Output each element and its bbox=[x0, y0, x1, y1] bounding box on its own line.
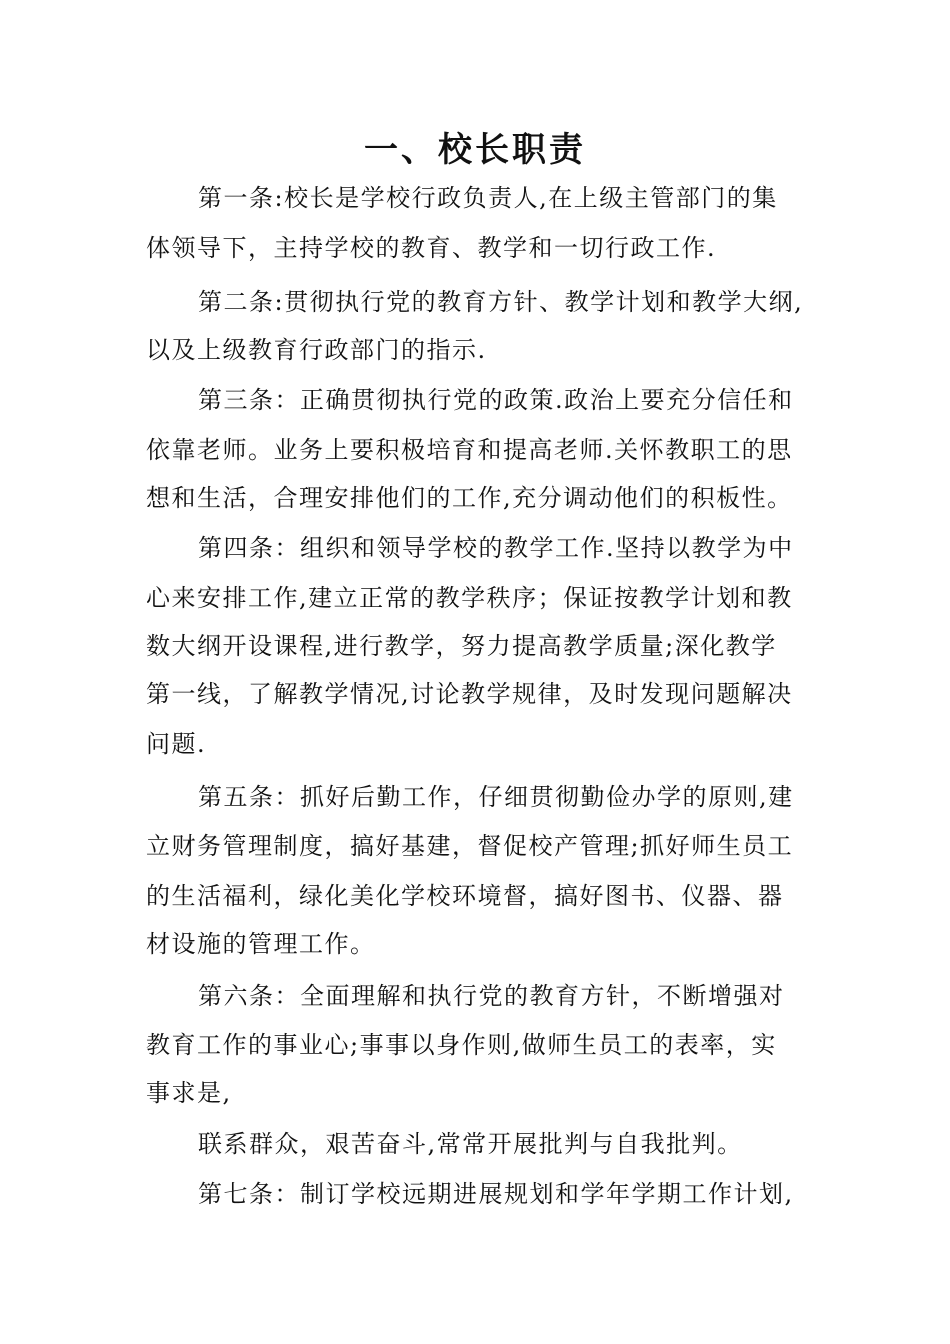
document-title: 一、校长职责 bbox=[364, 130, 586, 170]
paragraph-line: 第一条:校长是学校行政负责人,在上级主管部门的集 bbox=[198, 184, 778, 212]
paragraph-line: 想和生活，合理安排他们的工作,充分调动他们的积板性。 bbox=[146, 484, 793, 512]
paragraph-line: 教育工作的事业心;事事以身作则,做师生员工的表率，实 bbox=[146, 1031, 777, 1059]
paragraph-line: 第三条：正确贯彻执行党的政策.政治上要充分信任和 bbox=[198, 386, 794, 414]
paragraph-line: 第五条：抓好后勤工作，仔细贯彻勤俭办学的原则,建 bbox=[198, 783, 794, 811]
paragraph-line: 的生活福利，绿化美化学校环境督，搞好图书、仪器、器 bbox=[146, 882, 784, 910]
paragraph-line: 第六条：全面理解和执行党的教育方针，不断增强对 bbox=[198, 982, 785, 1010]
paragraph-line: 第七条：制订学校远期进展规划和学年学期工作计划, bbox=[198, 1180, 794, 1208]
paragraph-line: 第一线，了解教学情况,讨论教学规律，及时发现问题解决 bbox=[146, 680, 793, 708]
paragraph-line: 立财务管理制度，搞好基建，督促校产管理;抓好师生员工 bbox=[146, 832, 794, 860]
paragraph-line: 以及上级教育行政部门的指示. bbox=[146, 336, 487, 364]
paragraph-line: 材设施的管理工作。 bbox=[146, 930, 376, 958]
paragraph-line: 依靠老师。业务上要积极培育和提高老师.关怀教职工的思 bbox=[146, 436, 793, 464]
paragraph-line: 事求是, bbox=[146, 1079, 232, 1107]
paragraph-line: 第四条：组织和领导学校的教学工作.坚持以教学为中 bbox=[198, 534, 794, 562]
paragraph-line: 第二条:贯彻执行党的教育方针、教学计划和教学大纲, bbox=[198, 288, 804, 316]
paragraph-line: 问题. bbox=[146, 730, 207, 758]
paragraph-line: 心来安排工作,建立正常的教学秩序；保证按教学计划和教 bbox=[146, 584, 793, 612]
paragraph-line: 联系群众，艰苦奋斗,常常开展批判与自我批判。 bbox=[198, 1130, 743, 1158]
paragraph-line: 数大纲开设课程,进行教学，努力提高教学质量;深化教学 bbox=[146, 632, 777, 660]
paragraph-line: 体领导下，主持学校的教育、教学和一切行政工作. bbox=[146, 234, 717, 262]
